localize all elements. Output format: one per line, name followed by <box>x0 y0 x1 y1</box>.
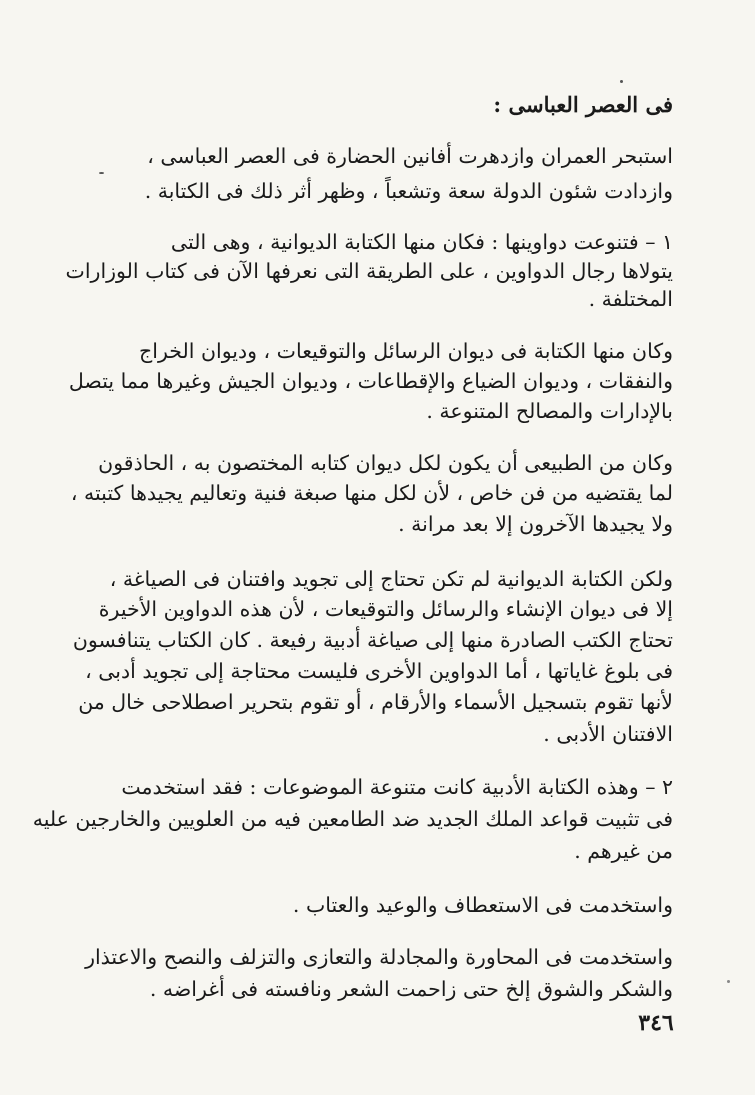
scan-speck <box>620 80 623 83</box>
paragraph-line: استبحر العمران وازدهرت أفانين الحضارة فى العصر العباسى ، <box>147 144 673 168</box>
paragraph-line: وكان من الطبيعى أن يكون لكل ديوان كتابه المختصون به ، الحاذقون <box>98 451 673 475</box>
page-number: ٣٤٦ <box>638 1010 674 1036</box>
paragraph-line: الافتنان الأدبى . <box>543 722 673 746</box>
paragraph-line: لأنها تقوم بتسجيل الأسماء والأرقام ، أو تقوم بتحرير اصطلاحى خال من <box>78 690 673 714</box>
paragraph-line: وازدادت شئون الدولة سعة وتشعباً ، وظهر أثر ذلك فى الكتابة . <box>144 179 673 203</box>
paragraph-line: والشكر والشوق إلخ حتى زاحمت الشعر ونافسته فى أغراضه . <box>149 977 673 1001</box>
paragraph-line: واستخدمت فى المحاورة والمجادلة والتعازى والتزلف والنصح والاعتذار <box>85 945 673 969</box>
paragraph-line: واستخدمت فى الاستعطاف والوعيد والعتاب . <box>292 893 673 917</box>
paragraph-line: وكان منها الكتابة فى ديوان الرسائل والتوقيعات ، وديوان الخراج <box>139 339 673 363</box>
paragraph-line: ولا يجيدها الآخرون إلا بعد مرانة . <box>398 512 673 536</box>
paragraph-line: لما يقتضيه من فن خاص ، لأن لكل منها صبغة فنية وتعاليم يجيدها كتبته ، <box>70 481 673 505</box>
paragraph-line: ولكن الكتابة الديوانية لم تكن تحتاج إلى تجويد وافتنان فى الصياغة ، <box>109 567 673 591</box>
paragraph-line: من غيرهم . <box>574 839 673 863</box>
paragraph-line: فى تثبيت قواعد الملك الجديد ضد الطامعين فيه من العلويين والخارجين عليه <box>32 807 673 831</box>
paragraph-line: المختلفة . <box>588 287 673 311</box>
paragraph-line: تحتاج الكتب الصادرة منها إلى صياغة أدبية رفيعة . كان الكتاب يتنافسون <box>72 628 673 652</box>
paragraph-line: ١ – فتنوعت دواوينها : فكان منها الكتابة الديوانية ، وهى التى <box>170 230 673 254</box>
scan-speck <box>99 172 104 174</box>
paragraph-line: بالإدارات والمصالح المتنوعة . <box>426 399 673 423</box>
scan-speck <box>727 980 730 983</box>
paragraph-line: يتولاها رجال الدواوين ، على الطريقة التى نعرفها الآن فى كتاب الوزارات <box>65 259 673 283</box>
paragraph-line: والنفقات ، وديوان الضياع والإقطاعات ، وديوان الجيش وغيرها مما يتصل <box>68 369 673 393</box>
paragraph-line: ٢ – وهذه الكتابة الأدبية كانت متنوعة الموضوعات : فقد استخدمت <box>121 775 673 799</box>
paragraph-line: إلا فى ديوان الإنشاء والرسائل والتوقيعات ، لأن هذه الدواوين الأخيرة <box>98 597 673 621</box>
paragraph-line: فى بلوغ غاياتها ، أما الدواوين الأخرى فليست محتاجة إلى تجويد أدبى ، <box>85 659 673 683</box>
section-heading: فى العصر العباسى : <box>493 92 673 117</box>
